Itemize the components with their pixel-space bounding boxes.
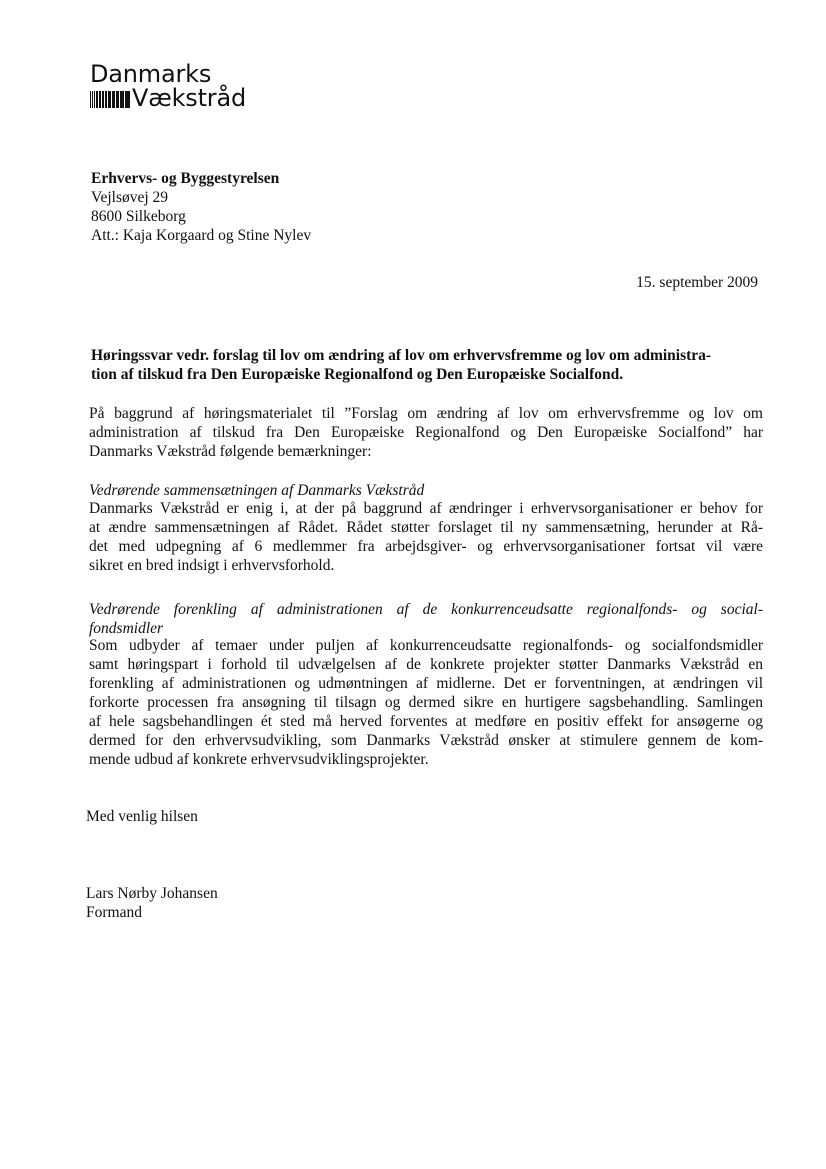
closing-salutation: Med venlig hilsen <box>86 808 198 825</box>
recipient-address <box>91 169 311 245</box>
recipient-city: 8600 Silkeborg <box>91 208 186 225</box>
section2-line: forkorte processen fra ansøgning til tilsagn og dermed sikre en hurtigere sagsbehandling. Samlingen <box>89 694 763 711</box>
section1-line: sikret en bred indsigt i erhvervsforhold. <box>89 557 335 574</box>
section2-line: dermed for den erhvervsudvikling, som Danmarks Vækstråd ønsker at stimulere gennem de kom- <box>89 732 763 749</box>
logo-wordmark-line2: Vækstråd <box>132 84 247 112</box>
intro-paragraph <box>89 404 763 461</box>
section2-line: samt høringspart i forhold til udvælgelsen af de konkrete projekter støtter Danmarks Vækstråd en <box>89 656 763 673</box>
letter-subject <box>91 346 761 384</box>
recipient-name: Erhvervs- og Byggestyrelsen <box>91 170 280 187</box>
recipient-attention: Att.: Kaja Korgaard og Stine Nylev <box>91 227 312 244</box>
section2-heading-line: Vedrørende forenkling af administrationen af de konkurrenceudsatte regionalfonds- og social- <box>89 601 763 618</box>
section2-heading <box>89 600 763 638</box>
logo-wordmark-line2-row <box>90 84 246 112</box>
section1-paragraph <box>89 499 763 575</box>
signatory-title: Formand <box>86 904 142 921</box>
section2-heading-line: fondsmidler <box>89 620 164 637</box>
section2-paragraph <box>89 636 763 769</box>
logo-wordmark-line1: Danmarks <box>90 60 212 88</box>
section2-line: af hele sagsbehandlingen ét sted må herved forventes at medføre en positiv effekt for ansøgerne og <box>89 713 763 730</box>
subject-line: tion af tilskud fra Den Europæiske Regionalfond og Den Europæiske Socialfond. <box>91 366 624 383</box>
organization-logo <box>90 60 290 120</box>
section1-line: det med udpegning af 6 medlemmer fra arbejdsgiver- og erhvervsorganisationer fortsat vil være <box>89 538 763 555</box>
letter-date: 15. september 2009 <box>636 274 758 291</box>
section1-line: Danmarks Vækstråd er enig i, at der på baggrund af ændringer i erhvervsorganisationer er behov for <box>89 500 763 517</box>
intro-line: På baggrund af høringsmaterialet til ”Forslag om ændring af lov om erhvervsfremme og lov om <box>89 405 763 422</box>
subject-line: Høringssvar vedr. forslag til lov om ændring af lov om erhvervsfremme og lov om administra- <box>91 347 712 364</box>
section1-line: at ændre sammensætningen af Rådet. Rådet støtter forslaget til ny sammensætning, herunder at Rå- <box>89 519 763 536</box>
intro-line: administration af tilskud fra Den Europæiske Regionalfond og Den Europæiske Socialfond” har <box>89 424 763 441</box>
section2-line: mende udbud af konkrete erhvervsudviklingsprojekter. <box>89 751 429 768</box>
signature-block <box>86 884 218 922</box>
barcode-stripes-icon <box>90 91 131 108</box>
section2-line: forenkling af administrationen og udmøntningen af midlerne. Det er forventningen, at ændringen vil <box>89 675 763 692</box>
recipient-street: Vejlsøvej 29 <box>91 189 169 206</box>
section2-line: Som udbyder af temaer under puljen af konkurrenceudsatte regionalfonds- og socialfondsmidler <box>89 637 763 654</box>
section1-heading: Vedrørende sammensætningen af Danmarks Vækstråd <box>89 482 425 499</box>
intro-line: Danmarks Vækstråd følgende bemærkninger: <box>89 443 372 460</box>
signatory-name: Lars Nørby Johansen <box>86 885 218 902</box>
